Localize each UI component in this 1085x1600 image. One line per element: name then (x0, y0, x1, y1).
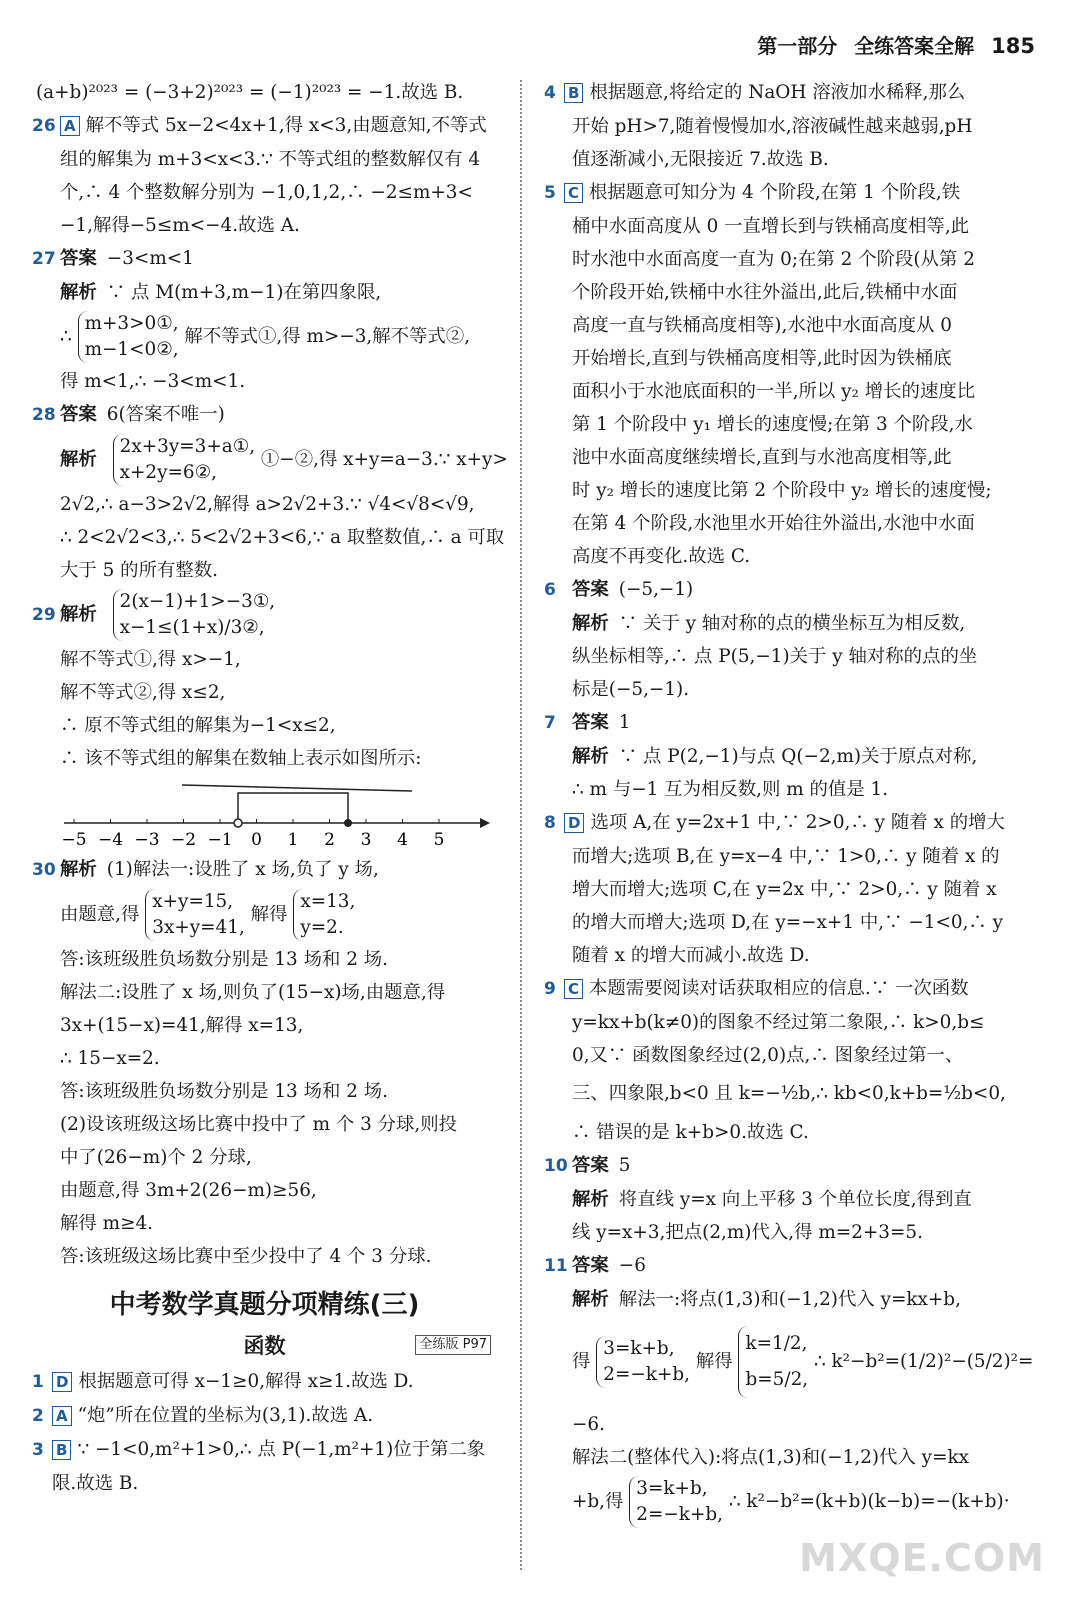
header-part: 第一部分 (757, 34, 838, 58)
text-line: (1)解法一:设胜了 x 场,负了 y 场, (106, 859, 379, 880)
system-row: 2x+3y=3+a①, (119, 436, 256, 457)
text-line: 组的解集为 m+3<x<3.∵ 不等式组的整数解仅有 4 (60, 149, 481, 170)
text-line: 第 1 个阶段中 y₁ 增长的速度慢;在第 3 个阶段,水 (572, 414, 973, 435)
text-line: 在第 4 个阶段,水池里水开始往外溢出,水池中水面 (572, 513, 975, 534)
text-line: ∵ 关于 y 轴对称的点的横坐标互为相反数, (618, 613, 966, 634)
text-line: 标是(−5,−1). (572, 679, 690, 700)
answer-box: D (52, 1372, 72, 1392)
tick-label: −3 (134, 830, 160, 850)
right-column (544, 76, 1044, 1530)
answer-box: B (52, 1440, 71, 1460)
question-number: 26 (32, 116, 56, 136)
answer-box: C (564, 979, 583, 999)
text-line: 由题意,得 3m+2(26−m)≥56, (60, 1180, 317, 1201)
text-line: 解法一:将点(1,3)和(−1,2)代入 y=kx+b, (618, 1289, 961, 1310)
text-line: 根据题意可得 x−1≥0,解得 x≥1.故选 D. (78, 1371, 414, 1392)
text-line: ∴ 15−x=2. (60, 1048, 160, 1069)
question-28 (32, 398, 508, 587)
number-line-svg (32, 777, 497, 853)
text-line: 高度不再变化.故选 C. (572, 546, 751, 567)
question-number: 5 (544, 183, 556, 203)
text-line: 时水池中水面高度一直为 0;在第 2 个阶段(从第 2 (572, 249, 975, 270)
question-10 (544, 1149, 1044, 1249)
text-line: 解不等式 5x−2<4x+1,得 x<3,由题意知,不等式 (85, 115, 487, 136)
answer-label: 答案 (572, 1255, 609, 1276)
question-8 (544, 806, 1044, 972)
page-reference: 全练版 P97 (415, 1335, 491, 1355)
question-26 (32, 109, 497, 242)
answer-value: −6 (618, 1255, 646, 1276)
text-fragment: 由题意,得 (60, 904, 140, 925)
question-number: 28 (32, 405, 56, 425)
answer-value: −3<m<1 (106, 248, 194, 269)
equation-system (78, 311, 179, 363)
answer-value: 1 (618, 712, 631, 733)
tick-label: 5 (433, 830, 445, 850)
equation-system (596, 1336, 690, 1388)
text-line: 解法二(整体代入):将点(1,3)和(−1,2)代入 y=kx (572, 1447, 969, 1468)
question-29 (32, 587, 497, 853)
question-30 (32, 853, 497, 1273)
text-line: “炮”所在位置的坐标为(3,1).故选 A. (77, 1405, 374, 1426)
tick-label: 4 (397, 830, 408, 850)
text-fragment: ∴ k²−b²=(k+b)(k−b)=−(k+b)· (728, 1491, 1010, 1512)
page-number: 185 (991, 34, 1035, 58)
text-line: 得 m<1,∴ −3<m<1. (60, 371, 246, 392)
explanation-label: 解析 (572, 1189, 609, 1210)
question-number: 2 (32, 1406, 44, 1426)
answer-box: C (564, 183, 583, 203)
text-line: 随着 x 的增大而减小.故选 D. (572, 945, 810, 966)
text-line: 大于 5 的所有整数. (60, 560, 218, 581)
question-number: 29 (32, 605, 56, 625)
watermark: MXQE.COM (799, 1536, 1045, 1580)
tick-label: −5 (61, 830, 87, 850)
explanation-label: 解析 (60, 282, 97, 303)
left-column (32, 76, 508, 1500)
text-line: 解不等式②,得 x≤2, (60, 682, 226, 703)
answer-box: A (60, 116, 80, 136)
subsection-heading (32, 1327, 497, 1365)
text-line: 根据题意,将给定的 NaOH 溶液加水稀释,那么 (589, 82, 966, 103)
question-number: 30 (32, 860, 56, 880)
explanation-label: 解析 (572, 1289, 609, 1310)
therefore-sign: ∴ (60, 326, 72, 347)
text-line: 3x+(15−x)=41,解得 x=13, (60, 1015, 304, 1036)
text-line: 中了(26−m)个 2 分球, (60, 1147, 252, 1168)
system-row: 2=−k+b, (636, 1504, 723, 1525)
solution-system (293, 889, 355, 941)
text-line: 增大而增大;选项 C,在 y=2x 中,∵ 2>0,∴ y 随着 x (572, 879, 997, 900)
text-line: 纵坐标相等,∴ 点 P(5,−1)关于 y 轴对称的点的坐 (572, 646, 978, 667)
answer-value: 5 (618, 1155, 631, 1176)
text-line: 解不等式①,得 x>−1, (60, 649, 241, 670)
text-line: ∴ 原不等式组的解集为−1<x≤2, (60, 715, 336, 736)
explanation-label: 解析 (60, 859, 97, 880)
question-number: 11 (544, 1256, 568, 1276)
answer-box: B (564, 83, 583, 103)
question-9 (544, 972, 1044, 1149)
text-line: 解得 m≥4. (60, 1213, 154, 1234)
text-line: 个阶段开始,铁桶中水往外溢出,此后,铁桶中水面 (572, 282, 958, 303)
question-number: 10 (544, 1156, 568, 1176)
answer-label: 答案 (572, 1155, 609, 1176)
system-row: 3=k+b, (636, 1478, 708, 1499)
text-line: 0,又∵ 函数图象经过(2,0)点,∴ 图象经过第一、 (572, 1045, 964, 1066)
question-number: 6 (544, 580, 556, 600)
axis-arrow (480, 818, 490, 828)
text-fragment: 解得 (250, 904, 288, 925)
text-line: 解不等式①,得 m>−3,解不等式②, (184, 326, 471, 347)
answer-label: 答案 (60, 248, 97, 269)
question-number: 3 (32, 1440, 44, 1460)
text-line: 根据题意可知分为 4 个阶段,在第 1 个阶段,铁 (589, 182, 961, 203)
answer-box: D (564, 813, 584, 833)
text-line: ∴ 该不等式组的解集在数轴上表示如图所示: (60, 748, 422, 769)
system-row: x+2y=6②, (119, 462, 217, 483)
tick-label: −4 (97, 830, 124, 850)
text-line: ∴ 错误的是 k+b>0.故选 C. (572, 1122, 809, 1143)
header-title: 全练答案全解 (854, 34, 975, 58)
question-4 (544, 76, 1044, 176)
text-line: 的增大而增大;选项 D,在 y=−x+1 中,∵ −1<0,∴ y (572, 912, 1004, 933)
tick-label: 1 (287, 830, 299, 850)
answer-label: 答案 (572, 712, 609, 733)
text-line: ∵ −1<0,m²+1>0,∴ 点 P(−1,m²+1)位于第二象 (77, 1439, 486, 1460)
equation-system (113, 589, 276, 641)
answer-label: 答案 (60, 404, 97, 425)
text-line: (a+b)²⁰²³ = (−3+2)²⁰²³ = (−1)²⁰²³ = −1.故选 B. (36, 82, 464, 103)
text-line: 池中水面高度继续增长,直到与水池高度相等,此 (572, 447, 952, 468)
system-row: b=5/2, (745, 1369, 809, 1390)
text-line: 答:该班级这场比赛中至少投中了 4 个 3 分球. (60, 1246, 432, 1267)
text-line: 限.故选 B. (52, 1473, 139, 1494)
text-line: 个,∴ 4 个整数解分别为 −1,0,1,2,∴ −2≤m+3< (60, 182, 473, 203)
answer-value: (−5,−1) (618, 579, 694, 600)
text-line: y=kx+b(k≠0)的图象不经过第二象限,∴ k>0,b≤ (572, 1012, 985, 1033)
text-line: 2√2,∴ a−3>2√2,解得 a>2√2+3.∵ √4<√8<√9, (60, 494, 475, 515)
explanation-label: 解析 (60, 604, 97, 625)
text-line: 面积小于水池底面积的一半,所以 y₂ 增长的速度比 (572, 381, 976, 402)
explanation-label: 解析 (572, 613, 609, 634)
solution-system (738, 1326, 808, 1398)
subsection-title: 函数 (243, 1334, 286, 1358)
equation-system (145, 889, 245, 941)
question-number: 7 (544, 713, 556, 733)
text-fragment: 解得 (695, 1351, 733, 1372)
question-7 (544, 706, 1044, 806)
question-number: 1 (32, 1372, 44, 1392)
tick-label: −1 (207, 830, 233, 850)
closed-endpoint (344, 819, 352, 827)
tick-label: 3 (360, 830, 372, 850)
system-row: m−1<0②, (84, 339, 179, 360)
open-endpoint (234, 819, 242, 827)
solution-bracket (238, 793, 348, 823)
system-row: m+3>0①, (84, 313, 179, 334)
text-line: 选项 A,在 y=2x+1 中,∵ 2>0,∴ y 随着 x 的增大 (590, 812, 1005, 833)
text-line: ∵ 点 M(m+3,m−1)在第四象限, (106, 282, 382, 303)
question-5 (544, 176, 1044, 573)
system-row: x−1≤(1+x)/3②, (119, 617, 265, 638)
text-line: 值逐渐减小,无限接近 7.故选 B. (572, 149, 829, 170)
question-number: 8 (544, 813, 556, 833)
system-row: 2(x−1)+1>−3①, (119, 591, 276, 612)
system-row: 3x+y=41, (152, 917, 245, 938)
text-line: 开始增长,直到与铁桶高度相等,此时因为铁桶底 (572, 348, 952, 369)
system-row: x+y=15, (152, 891, 234, 912)
question-27 (32, 242, 497, 398)
text-line: 而增大;选项 B,在 y=x−4 中,∵ 1>0,∴ y 随着 x 的 (572, 846, 1000, 867)
question-number: 9 (544, 979, 556, 999)
system-row: 3=k+b, (603, 1338, 675, 1359)
text-line: ①−②,得 x+y=a−3.∵ x+y> (260, 449, 508, 470)
text-line: 桶中水面高度从 0 一直增长到与铁桶高度相等,此 (572, 216, 970, 237)
answer-label: 答案 (572, 579, 609, 600)
system-row: y=2. (300, 917, 344, 938)
question-11 (544, 1249, 1044, 1530)
text-line: −6. (572, 1414, 605, 1435)
text-line: 将直线 y=x 向上平移 3 个单位长度,得到直 (618, 1189, 972, 1210)
question-number: 27 (32, 249, 56, 269)
section-title: 中考数学真题分项精练(三) (109, 1290, 420, 1320)
text-line: ∴ 2<2√2<3,∴ 5<2√2+3<6,∵ a 取整数值,∴ a 可取 (60, 527, 505, 548)
system-row: x=13, (300, 891, 356, 912)
tick-label: 0 (251, 830, 262, 850)
equation-system (113, 434, 255, 486)
tick-label: 2 (324, 830, 335, 850)
text-line: (2)设该班级这场比赛中投中了 m 个 3 分球,则投 (60, 1114, 458, 1135)
text-line: 三、四象限,b<0 且 k=−½b,∴ kb<0,k+b=½b<0, (572, 1083, 1006, 1104)
answer-value: 6(答案不唯一) (106, 404, 225, 425)
text-line: 解法二:设胜了 x 场,则负了(15−x)场,由题意,得 (60, 982, 446, 1003)
text-line: 答:该班级胜负场数分别是 13 场和 2 场. (60, 1081, 388, 1102)
tick-label: −2 (170, 830, 197, 850)
page-header (757, 30, 1035, 59)
system-row: 2=−k+b, (603, 1364, 690, 1385)
text-line: 本题需要阅读对话获取相应的信息.∵ 一次函数 (589, 978, 969, 999)
system-row: k=1/2, (745, 1333, 808, 1354)
text-line: ∴ m 与−1 互为相反数,则 m 的值是 1. (572, 779, 889, 800)
question-6 (544, 573, 1044, 706)
explanation-label: 解析 (60, 449, 97, 470)
text-line: 高度一直与铁桶高度相等),水池中水面高度从 0 (572, 315, 952, 336)
number-line-figure (32, 777, 497, 853)
text-line: −1,解得−5≤m<−4.故选 A. (60, 215, 300, 236)
column-divider (520, 80, 522, 1570)
stray-line (182, 785, 412, 791)
text-line: ∵ 点 P(2,−1)与点 Q(−2,m)关于原点对称, (618, 746, 978, 767)
equation-system (629, 1476, 723, 1528)
text-line: 答:该班级胜负场数分别是 13 场和 2 场. (60, 949, 388, 970)
answer-box: A (52, 1406, 72, 1426)
text-fragment: ∴ k²−b²=(1/2)²−(5/2)²= (813, 1351, 1034, 1372)
text-line: 线 y=x+3,把点(2,m)代入,得 m=2+3=5. (572, 1222, 923, 1243)
explanation-label: 解析 (572, 746, 609, 767)
text-line: 开始 pH>7,随着慢慢加水,溶液碱性越来越弱,pH (572, 116, 973, 137)
text-line: 时 y₂ 增长的速度比第 2 个阶段中 y₂ 增长的速度慢; (572, 480, 992, 501)
text-fragment: +b,得 (572, 1491, 624, 1512)
text-fragment: 得 (572, 1351, 591, 1372)
question-number: 4 (544, 83, 556, 103)
